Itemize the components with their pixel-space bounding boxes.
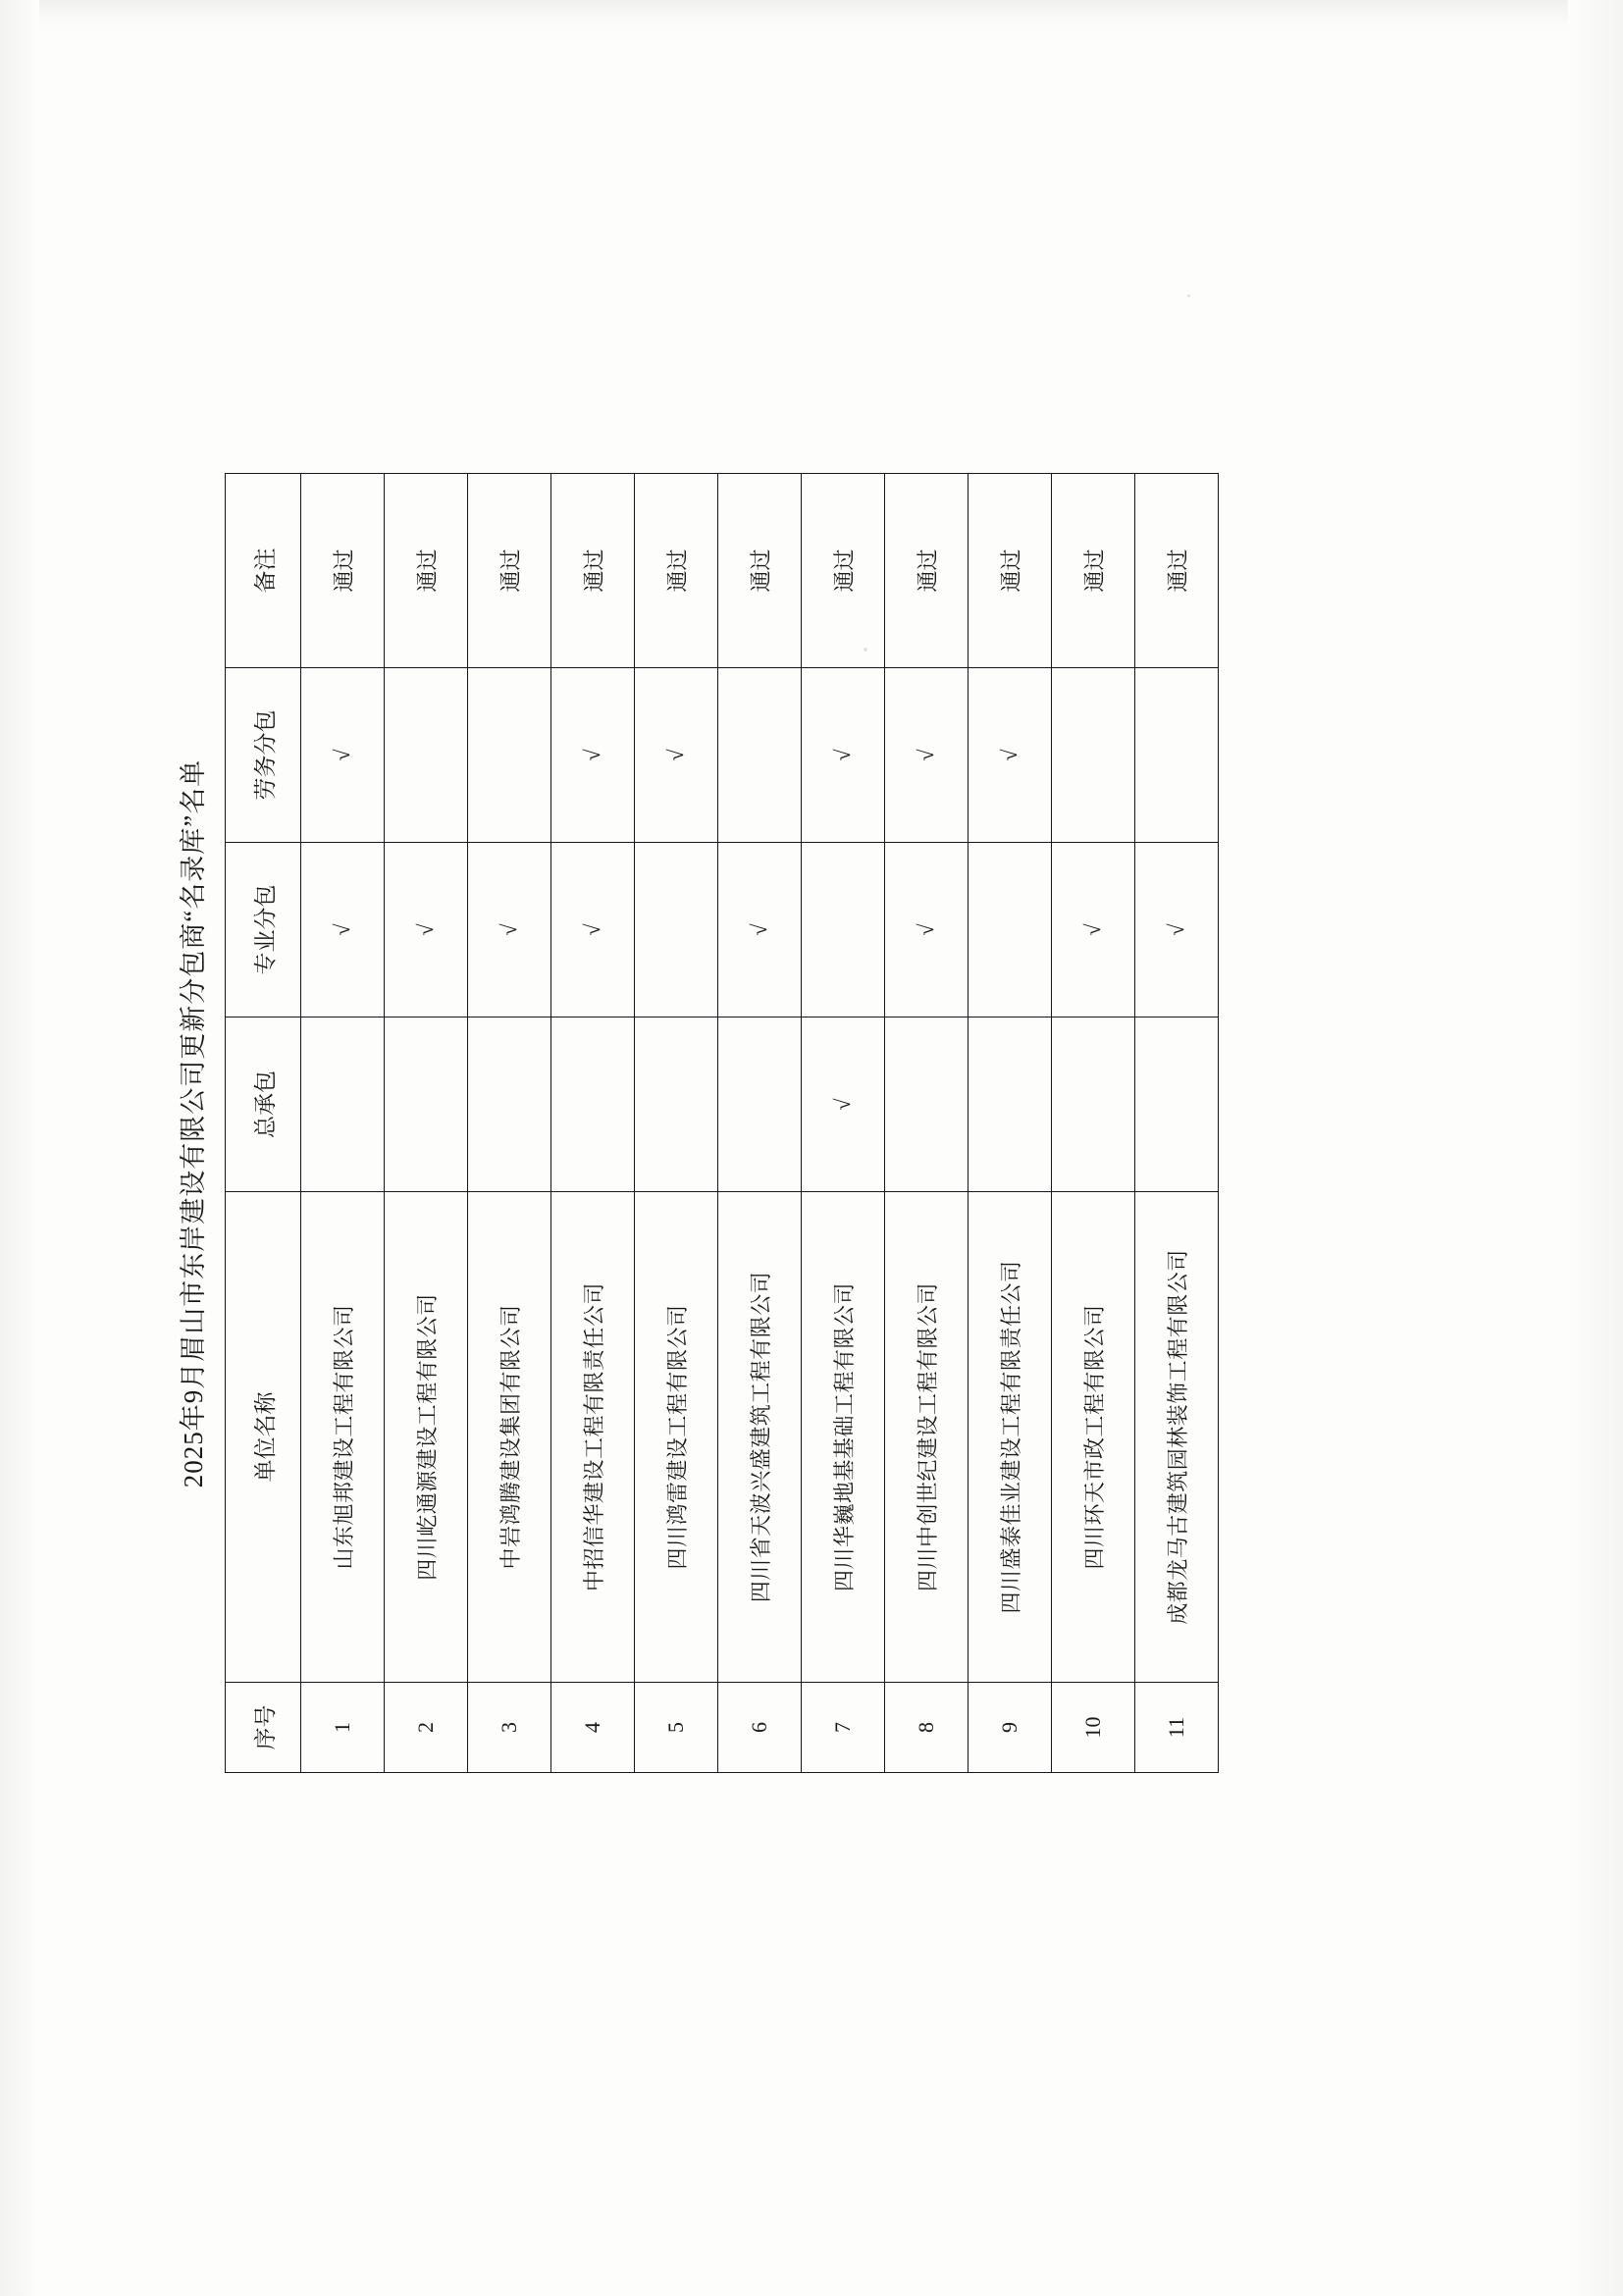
cell-labor — [1052, 668, 1135, 843]
table-row — [1052, 474, 1135, 1773]
table-row — [635, 474, 718, 1773]
cell-labor: √ — [301, 668, 385, 843]
cell-labor — [1135, 668, 1219, 843]
table-header-row — [226, 474, 301, 1773]
cell-index: 10 — [1052, 1683, 1135, 1773]
cell-labor: √ — [885, 668, 969, 843]
cell-company: 四川中创世纪建设工程有限公司 — [885, 1192, 969, 1683]
cell-index: 9 — [969, 1683, 1052, 1773]
table-body — [301, 474, 1219, 1773]
table-row — [468, 474, 551, 1773]
cell-index: 3 — [468, 1683, 551, 1773]
cell-note: 通过 — [635, 474, 718, 668]
cell-specialty: √ — [1135, 843, 1219, 1018]
cell-note: 通过 — [802, 474, 885, 668]
cell-index: 7 — [802, 1683, 885, 1773]
cell-specialty: √ — [551, 843, 635, 1018]
page-title: 2025年9月眉山市东岸建设有限公司更新分包商“名录库”名单 — [179, 758, 208, 1488]
cell-company: 四川盛泰佳业建设工程有限责任公司 — [969, 1192, 1052, 1683]
cell-general — [385, 1018, 468, 1192]
cell-specialty — [802, 843, 885, 1018]
cell-labor: √ — [969, 668, 1052, 843]
cell-general — [1052, 1018, 1135, 1192]
cell-specialty: √ — [718, 843, 802, 1018]
cell-company: 四川鸿雷建设工程有限公司 — [635, 1192, 718, 1683]
cell-specialty: √ — [885, 843, 969, 1018]
cell-specialty: √ — [385, 843, 468, 1018]
cell-index: 11 — [1135, 1683, 1219, 1773]
cell-company: 四川环天市政工程有限公司 — [1052, 1192, 1135, 1683]
document-body — [154, 466, 1420, 1781]
cell-note: 通过 — [1135, 474, 1219, 668]
cell-note: 通过 — [301, 474, 385, 668]
column-header-labor: 劳务分包 — [226, 668, 301, 843]
cell-company: 成都龙马古建筑园林装饰工程有限公司 — [1135, 1192, 1219, 1683]
cell-note: 通过 — [468, 474, 551, 668]
cell-note: 通过 — [969, 474, 1052, 668]
cell-note: 通过 — [718, 474, 802, 668]
cell-labor: √ — [802, 668, 885, 843]
cell-general — [468, 1018, 551, 1192]
cell-specialty: √ — [301, 843, 385, 1018]
cell-specialty — [635, 843, 718, 1018]
cell-index: 1 — [301, 1683, 385, 1773]
table-row — [969, 474, 1052, 1773]
cell-index: 5 — [635, 1683, 718, 1773]
cell-general — [301, 1018, 385, 1192]
cell-general — [885, 1018, 969, 1192]
cell-note: 通过 — [1052, 474, 1135, 668]
cell-general — [969, 1018, 1052, 1192]
cell-company: 山东旭邦建设工程有限公司 — [301, 1192, 385, 1683]
cell-general — [551, 1018, 635, 1192]
column-header-specialty: 专业分包 — [226, 843, 301, 1018]
cell-index: 6 — [718, 1683, 802, 1773]
table-row — [802, 474, 885, 1773]
cell-specialty: √ — [1052, 843, 1135, 1018]
cell-general — [718, 1018, 802, 1192]
table-row — [885, 474, 969, 1773]
cell-index: 2 — [385, 1683, 468, 1773]
cell-specialty: √ — [468, 843, 551, 1018]
cell-specialty — [969, 843, 1052, 1018]
cell-labor: √ — [551, 668, 635, 843]
cell-labor — [468, 668, 551, 843]
cell-company: 四川省天波兴盛建筑工程有限公司 — [718, 1192, 802, 1683]
column-header-general: 总承包 — [226, 1018, 301, 1192]
cell-index: 4 — [551, 1683, 635, 1773]
subcontractor-directory-table — [225, 473, 1219, 1773]
cell-company: 中招信华建设工程有限责任公司 — [551, 1192, 635, 1683]
cell-note: 通过 — [551, 474, 635, 668]
column-header-index: 序号 — [226, 1683, 301, 1773]
cell-company: 四川华巍地基基础工程有限公司 — [802, 1192, 885, 1683]
column-header-note: 备注 — [226, 474, 301, 668]
cell-labor — [718, 668, 802, 843]
table-row — [718, 474, 802, 1773]
cell-note: 通过 — [885, 474, 969, 668]
cell-company: 中岩鸿腾建设集团有限公司 — [468, 1192, 551, 1683]
cell-general — [635, 1018, 718, 1192]
table-row — [551, 474, 635, 1773]
cell-labor: √ — [635, 668, 718, 843]
cell-general — [1135, 1018, 1219, 1192]
table-row — [385, 474, 468, 1773]
cell-note: 通过 — [385, 474, 468, 668]
cell-labor — [385, 668, 468, 843]
table-row — [301, 474, 385, 1773]
cell-company: 四川屹通源建设工程有限公司 — [385, 1192, 468, 1683]
column-header-name: 单位名称 — [226, 1192, 301, 1683]
table-row — [1135, 474, 1219, 1773]
cell-index: 8 — [885, 1683, 969, 1773]
cell-general: √ — [802, 1018, 885, 1192]
